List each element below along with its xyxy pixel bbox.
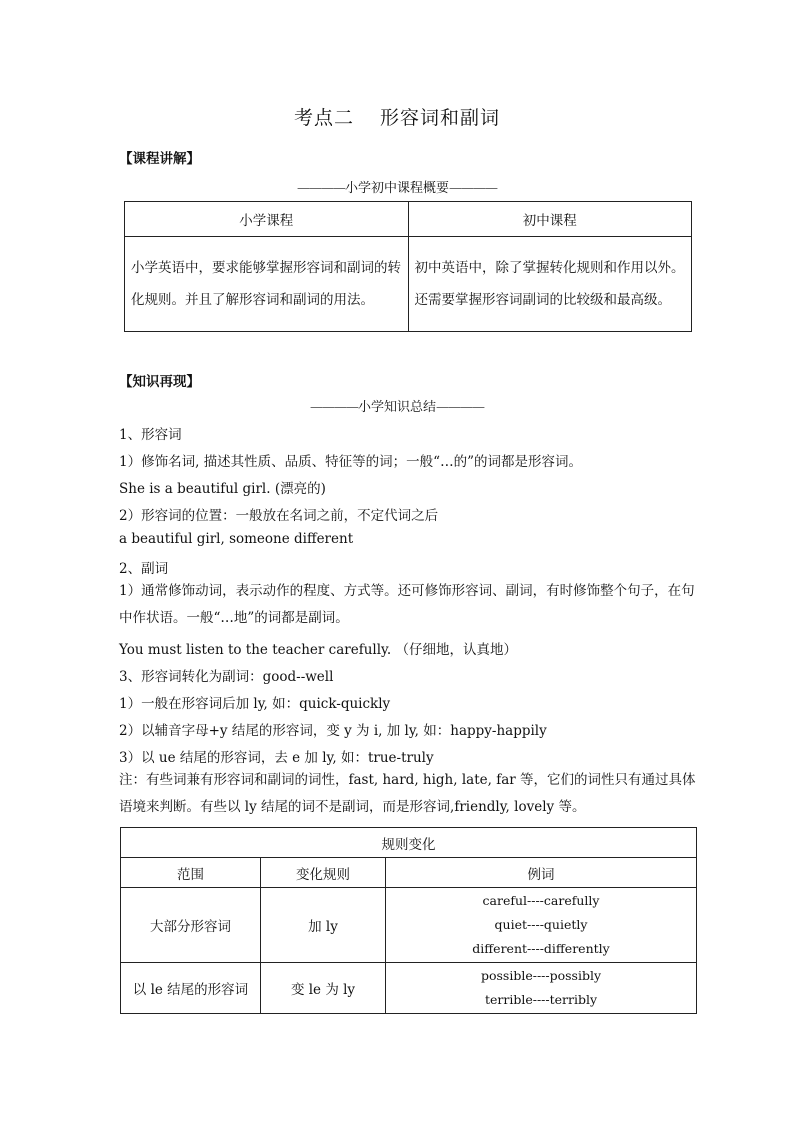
example-word: possible----possibly	[480, 968, 602, 983]
adjective-definition: 1）修饰名词, 描述其性质、品质、特征等的词；一般“…的”的词都是形容词。	[119, 454, 582, 470]
example-word: quiet----quietly	[494, 917, 588, 932]
divider-left: ————	[296, 181, 345, 196]
example-word: terrible----terribly	[484, 992, 598, 1007]
note-paragraph: 注：有些词兼有形容词和副词的词性，fast, hard, high, late, far 等，它们的词性只有通过具体语境来判断。有些以 ly 结尾的词不是副词，而是形容词,friendly, lovely 等。	[119, 772, 696, 815]
divider-text: 小学知识总结	[357, 400, 436, 415]
divider-right: ————	[436, 400, 484, 415]
heading-adverb: 2、副词	[119, 561, 169, 577]
heading-adjective: 1、形容词	[119, 427, 182, 443]
overview-table	[124, 201, 692, 332]
rules-cell-examples	[386, 963, 697, 1014]
rules-header-scope: 范围	[121, 858, 261, 888]
adjective-position: 2）形容词的位置：一般放在名词之前，不定代词之后	[119, 508, 439, 524]
adjective-position-example: a beautiful girl, someone different	[119, 531, 354, 547]
conversion-rule-3: 3）以 ue 结尾的形容词，去 e 加 ly, 如：true-truly	[119, 750, 434, 766]
section-lecture-heading: 【课程讲解】	[119, 151, 200, 167]
table-row	[121, 963, 697, 1014]
adverb-example: You must listen to the teacher carefully. （仔细地，认真地）	[119, 642, 517, 658]
conversion-rule-2: 2）以辅音字母+y 结尾的形容词，变 y 为 i, 加 ly, 如：happy-happily	[119, 723, 547, 739]
rules-cell-scope: 以 le 结尾的形容词	[121, 963, 261, 1014]
title-part-2: 形容词和副词	[380, 107, 501, 129]
table-row	[121, 888, 697, 963]
section-review-heading: 【知识再现】	[119, 374, 200, 390]
rules-cell-rule: 变 le 为 ly	[261, 963, 386, 1014]
divider-left: ————	[309, 400, 358, 415]
example-word: different----differently	[472, 941, 610, 956]
divider-right: ————	[449, 181, 497, 196]
divider-text: 小学初中课程概要	[344, 181, 449, 196]
overview-header-junior: 初中课程	[408, 202, 692, 237]
title-part-1: 考点二	[293, 107, 354, 129]
summary-divider-title	[0, 396, 794, 415]
page-title	[0, 103, 794, 130]
rules-table-caption: 规则变化	[121, 828, 697, 858]
heading-conversion: 3、形容词转化为副词：good--well	[119, 669, 334, 685]
rules-cell-scope: 大部分形容词	[121, 888, 261, 963]
overview-divider-title	[0, 177, 794, 196]
overview-cell-junior: 初中英语中，除了掌握转化规则和作用以外。还需要掌握形容词副词的比较级和最高级。	[408, 237, 692, 332]
rules-cell-rule: 加 ly	[261, 888, 386, 963]
rules-header-examples: 例词	[386, 858, 697, 888]
overview-cell-primary: 小学英语中，要求能够掌握形容词和副词的转化规则。并且了解形容词和副词的用法。	[125, 237, 409, 332]
rules-header-rule: 变化规则	[261, 858, 386, 888]
rules-cell-examples	[386, 888, 697, 963]
adjective-example: She is a beautiful girl. (漂亮的)	[119, 481, 326, 497]
example-word: careful----carefully	[482, 893, 600, 908]
conversion-rule-1: 1）一般在形容词后加 ly, 如：quick-quickly	[119, 696, 391, 712]
adverb-definition: 1）通常修饰动词，表示动作的程度、方式等。还可修饰形容词、副词，有时修饰整个句子，在句中作状语。一般“…地”的词都是副词。	[119, 583, 695, 626]
rules-table	[120, 827, 697, 1014]
overview-header-primary: 小学课程	[125, 202, 409, 237]
